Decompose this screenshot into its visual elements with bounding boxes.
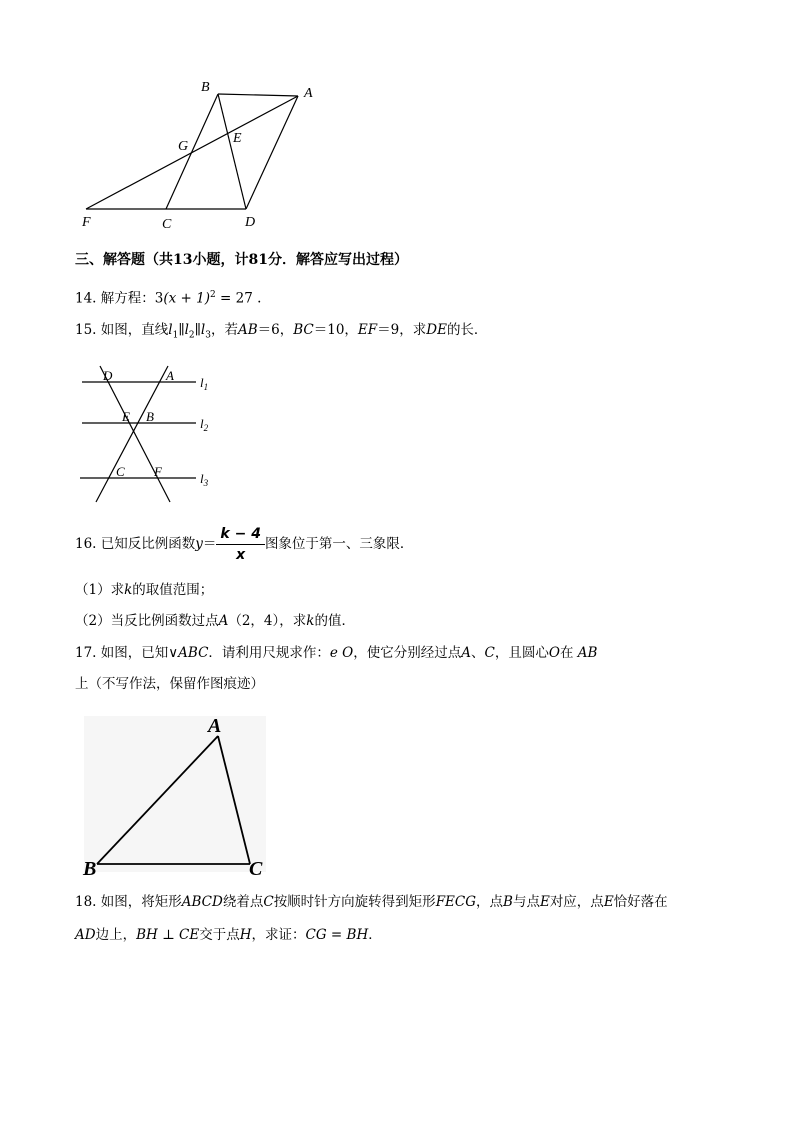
figure-parallelogram [70,70,330,240]
label-B: B [83,858,97,880]
label-C: C [162,217,172,232]
question-16: 16. 已知反比例函数y＝ $\frac{k - 4}{x}$ 图象位于第一、三象限． [75,526,414,563]
label-D: D [103,368,113,383]
label-C: C [116,464,125,479]
question-17-line-1: 17. 如图，已知∨ABC．请利用尺规求作：e O，使它分别经过点A、C，且圆心O在 AB [75,645,598,661]
label-E: E [233,131,242,146]
label-l2: $l_2$ [200,416,209,433]
segment-BA [218,94,298,96]
segment-BC [166,94,218,209]
question-17-line-2: 上（不写作法，保留作图痕迹） [75,676,264,692]
label-B: B [201,80,210,95]
label-A: A [166,368,174,383]
question-15: 15. 如图，直线$l_1\parallel l_2\parallel l_3$，若AB＝6，BC＝10，EF＝9，求DE的长． [75,322,488,341]
transversal-AC [96,366,168,502]
segment-BD [218,94,246,209]
label-l3: $l_3$ [200,471,209,488]
segment-AD [246,96,298,209]
label-E: E [122,409,130,424]
question-14: 14. 解方程：$3(x + 1)^2 = 27$ . [75,290,262,307]
figure-parallel-lines [70,360,230,510]
label-B: B [146,409,154,424]
label-A: A [304,86,313,101]
label-G: G [178,139,189,154]
section-heading: 三、解答题（共13小题，计81分．解答应写出过程） [75,252,408,268]
label-D: D [245,215,256,230]
label-l1: $l_1$ [200,375,209,392]
label-F: F [154,464,162,479]
question-16-part-2: （2）当反比例函数过点A（2，4），求k的值． [75,613,355,629]
label-F: F [82,215,91,230]
question-16-part-1: （1）求k的取值范围； [75,582,214,598]
figure-triangle [80,712,270,880]
label-C: C [249,858,263,880]
label-A: A [208,715,222,737]
question-18-line-2: AD边上，BH ⊥ CE交于点H，求证：CG = BH． [75,927,382,943]
segment-FA [86,96,298,209]
fraction-k-minus-4-over-x: $\frac{k - 4}{x}$ [216,526,265,563]
question-18-line-1: 18. 如图，将矩形ABCD绕着点C按顺时针方向旋转得到矩形FECG，点B与点E对应，点E恰好落在 [75,894,668,910]
transversal-DF [100,366,170,502]
